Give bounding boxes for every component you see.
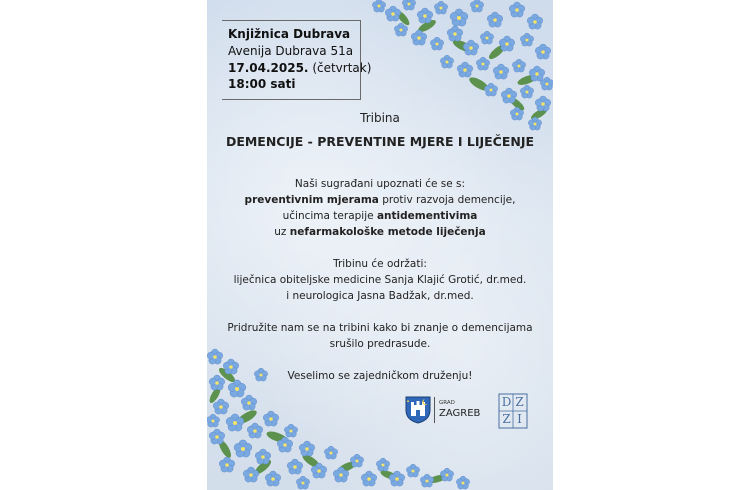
event-type: Tribina xyxy=(360,111,400,125)
forget-me-not-blossom xyxy=(219,457,235,472)
forget-me-not-blossom xyxy=(207,414,220,427)
forget-me-not-blossom xyxy=(480,31,493,44)
zagreb-coat-of-arms-icon xyxy=(405,396,431,424)
forget-me-not-blossom xyxy=(287,459,303,474)
logo-letter-4: I xyxy=(517,412,522,426)
city-label-name: ZAGREB xyxy=(439,408,481,419)
forget-me-not-blossom xyxy=(487,12,503,27)
forget-me-not-blossom xyxy=(207,349,223,364)
forget-me-not-blossom xyxy=(228,380,246,397)
library-address: Avenija Dubrava 51a xyxy=(228,44,354,58)
intro-line-4 xyxy=(207,226,553,238)
logo-letter-1: D xyxy=(501,395,512,409)
forget-me-not-blossom xyxy=(457,62,473,77)
forget-me-not-blossom xyxy=(265,471,281,486)
forget-me-not-blossom xyxy=(255,449,271,464)
forget-me-not-blossom xyxy=(529,66,545,81)
city-of-zagreb-logo xyxy=(405,394,485,426)
forget-me-not-blossom xyxy=(520,33,533,46)
forget-me-not-blossom xyxy=(470,0,483,12)
forget-me-not-blossom xyxy=(447,26,463,41)
forget-me-not-blossom xyxy=(241,395,257,410)
forget-me-not-blossom xyxy=(376,458,389,471)
event-date-value: 17.04.2025. xyxy=(228,61,309,75)
forget-me-not-blossom xyxy=(324,446,337,459)
forget-me-not-blossom xyxy=(385,6,401,21)
intro-line-3-start: učincima terapije xyxy=(282,210,377,222)
speakers-heading: Tribinu će održati: xyxy=(333,258,427,270)
forget-me-not-blossom xyxy=(509,2,525,17)
forget-me-not-blossom xyxy=(499,36,515,51)
forget-me-not-blossom xyxy=(420,474,433,487)
forget-me-not-blossom xyxy=(440,468,453,481)
forget-me-not-blossom xyxy=(512,59,525,72)
forget-me-not-blossom xyxy=(284,424,297,437)
intro-line-2-bold: preventivnim mjerama xyxy=(244,194,379,206)
forget-me-not-blossom xyxy=(394,23,407,36)
forget-me-not-blossom xyxy=(350,454,363,467)
intro-line-3-bold: antidementivima xyxy=(376,210,478,222)
logo-divider xyxy=(434,397,435,423)
health-center-logo xyxy=(498,393,528,429)
forget-me-not-blossom xyxy=(463,40,479,55)
intro-line-4-start: uz xyxy=(274,226,290,238)
invite-line-2: srušilo predrasude. xyxy=(329,338,431,350)
forget-me-not-blossom xyxy=(440,55,453,68)
intro-line-4-bold: nefarmakološke metode liječenja xyxy=(289,226,486,238)
forget-me-not-blossom xyxy=(430,37,443,50)
intro-line-1: Naši sugrađani upoznati će se s: xyxy=(294,178,466,190)
intro-line-2 xyxy=(207,194,553,206)
forget-me-not-blossom xyxy=(456,476,469,489)
intro-line-3 xyxy=(207,210,553,222)
forget-me-not-blossom xyxy=(213,399,229,414)
event-time: 18:00 sati xyxy=(228,77,296,91)
logo-letter-2: Z xyxy=(515,395,524,409)
intro-line-2-rest: protiv razvoja demencije, xyxy=(378,194,516,206)
forget-me-not-blossom xyxy=(411,30,427,45)
forget-me-not-blossom xyxy=(501,88,517,103)
event-weekday: (četvrtak) xyxy=(312,61,372,75)
closing-line: Veselimo se zajedničkom druženju! xyxy=(287,370,473,382)
forget-me-not-blossom xyxy=(209,429,225,444)
forget-me-not-blossom xyxy=(450,9,468,26)
forget-me-not-blossom xyxy=(527,14,543,29)
forget-me-not-blossom xyxy=(535,44,551,59)
speaker-2: i neurologica Jasna Badžak, dr.med. xyxy=(286,290,474,302)
event-date xyxy=(228,61,371,75)
forget-me-not-blossom xyxy=(361,471,377,486)
forget-me-not-blossom xyxy=(476,57,489,70)
forget-me-not-blossom xyxy=(402,0,415,10)
event-title: DEMENCIJE - PREVENTINE MJERE I LIJEČENJE xyxy=(225,134,535,149)
forget-me-not-blossom xyxy=(417,8,433,23)
forget-me-not-blossom xyxy=(372,0,385,12)
forget-me-not-blossom xyxy=(406,464,419,477)
event-poster xyxy=(207,0,553,490)
forget-me-not-blossom xyxy=(247,423,263,438)
forget-me-not-blossom xyxy=(434,1,447,14)
forget-me-not-blossom xyxy=(520,85,533,98)
forget-me-not-blossom xyxy=(299,441,315,456)
logo-letter-3: Z xyxy=(502,412,511,426)
forget-me-not-blossom xyxy=(263,411,279,426)
forget-me-not-blossom xyxy=(234,440,252,457)
city-label-small: GRAD xyxy=(439,400,455,406)
forget-me-not-blossom xyxy=(535,96,551,111)
forget-me-not-blossom xyxy=(296,476,309,489)
forget-me-not-blossom xyxy=(493,64,509,79)
speaker-1: liječnica obiteljske medicine Sanja Klajić Grotić, dr.med. xyxy=(233,274,527,286)
library-name: Knjižnica Dubrava xyxy=(228,27,351,41)
invite-line-1: Pridružite nam se na tribini kako bi znanje o demencijama xyxy=(227,322,533,334)
